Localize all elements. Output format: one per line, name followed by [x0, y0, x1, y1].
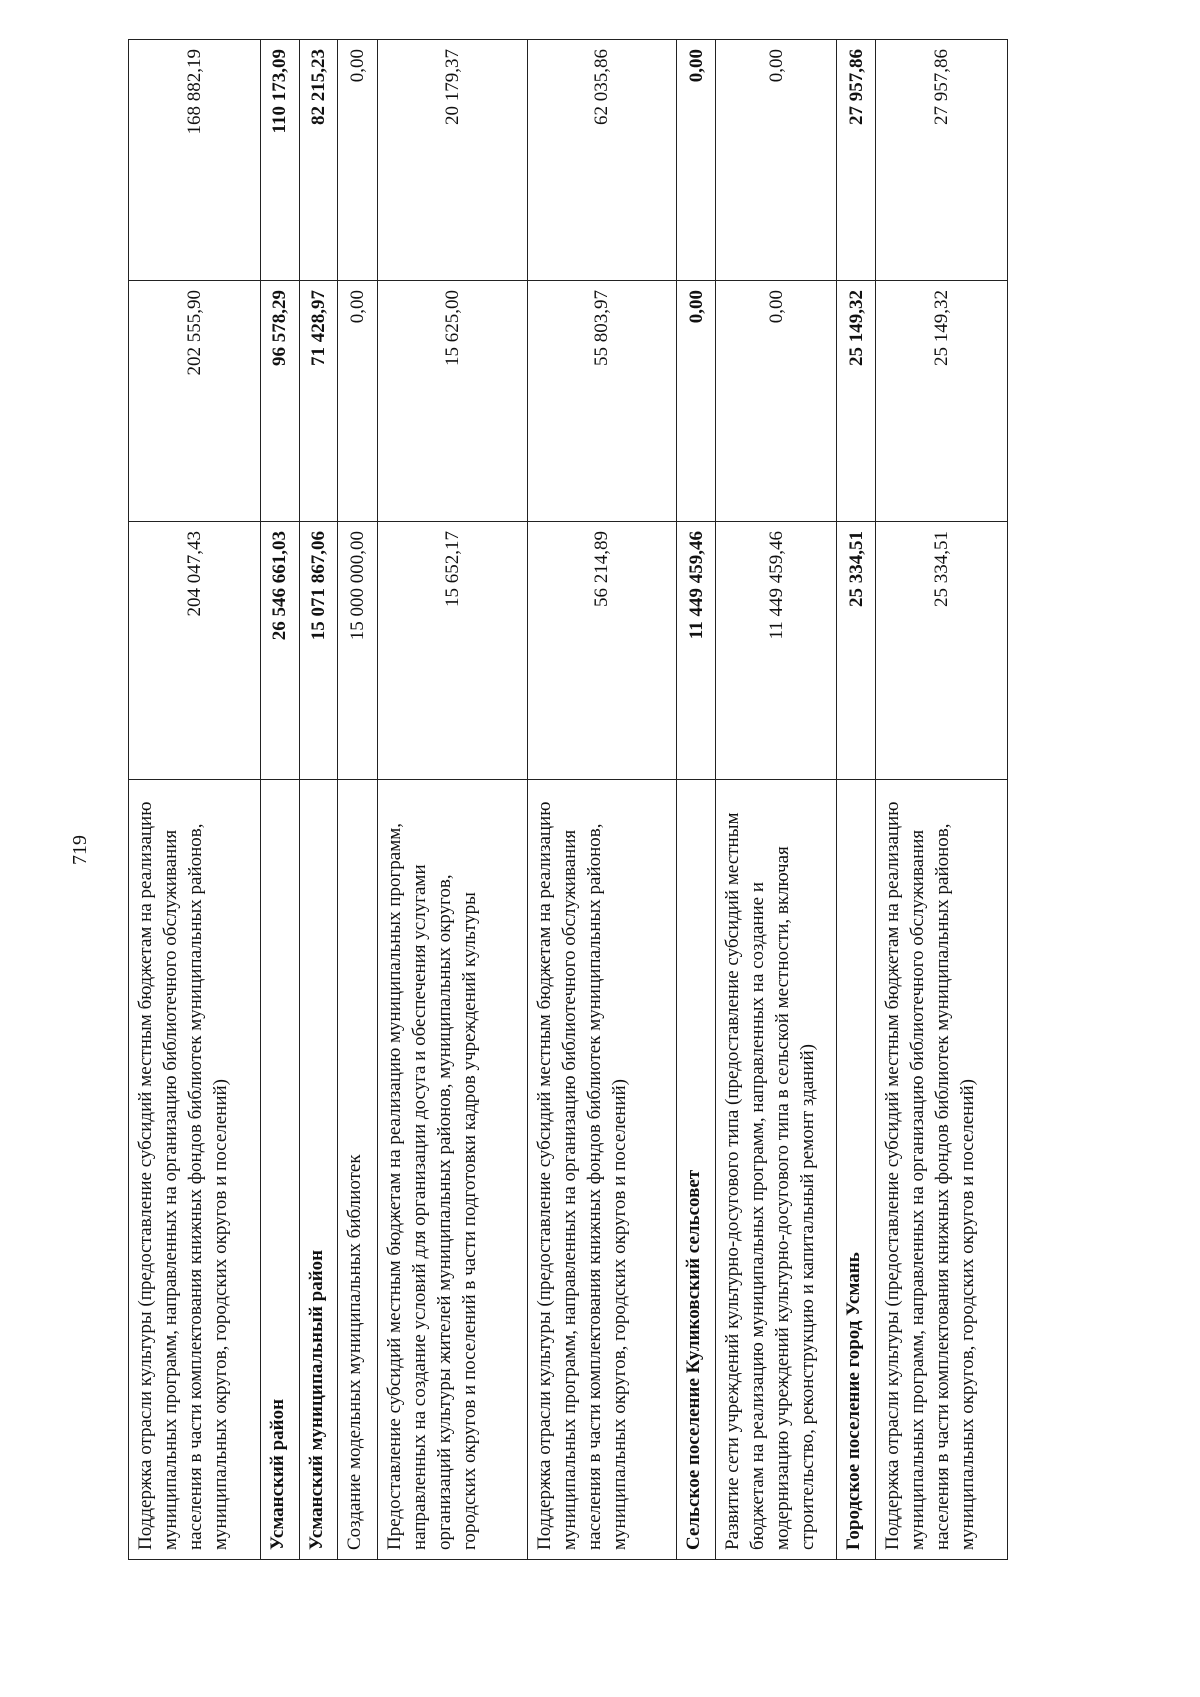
row-value-3: 27 957,86 — [837, 40, 876, 281]
table-row — [715, 40, 836, 1560]
row-name: Развитие сети учреждений культурно-досугового типа (предоставление субсидий местным бюджетам на реализацию муниципальных программ, направленных на создание и модернизацию учреждений культурно-досугового типа в сельской местности, включая строительство, реконструкцию и капитальный ремонт зданий) — [715, 780, 836, 1560]
row-value-1: 15 000 000,00 — [338, 522, 378, 780]
row-value-2: 0,00 — [338, 281, 378, 522]
row-value-2: 15 625,00 — [378, 281, 528, 522]
row-value-1: 11 449 459,46 — [677, 522, 716, 780]
row-value-1: 15 652,17 — [378, 522, 528, 780]
table-row — [876, 40, 1008, 1560]
row-value-3: 110 173,09 — [260, 40, 299, 281]
row-name: Поддержка отрасли культуры (предоставление субсидий местным бюджетам на реализацию муниципальных программ, направленных на организацию библиотечного обслуживания населения в части комплектования книжных фондов библиотек муниципальных районов, муниципальных округов, городских округов и поселений) — [129, 780, 261, 1560]
row-value-2: 0,00 — [677, 281, 716, 522]
row-value-2: 55 803,97 — [527, 281, 677, 522]
table-row — [677, 40, 716, 1560]
row-value-1: 204 047,43 — [129, 522, 261, 780]
row-value-1: 25 334,51 — [876, 522, 1008, 780]
row-value-2: 71 428,97 — [299, 281, 338, 522]
row-value-1: 15 071 867,06 — [299, 522, 338, 780]
row-value-2: 25 149,32 — [837, 281, 876, 522]
table-row — [299, 40, 338, 1560]
row-name: Поддержка отрасли культуры (предоставление субсидий местным бюджетам на реализацию муниципальных программ, направленных на организацию библиотечного обслуживания населения в части комплектования книжных фондов библиотек муниципальных районов, муниципальных округов, городских округов и поселений) — [527, 780, 677, 1560]
table-row — [378, 40, 528, 1560]
row-name: Городское поселение город Усмань — [837, 780, 876, 1560]
row-name: Создание модельных муниципальных библиотек — [338, 780, 378, 1560]
rotated-table-frame — [128, 40, 1008, 1560]
row-value-3: 27 957,86 — [876, 40, 1008, 281]
row-name: Поддержка отрасли культуры (предоставление субсидий местным бюджетам на реализацию муниципальных программ, направленных на организацию библиотечного обслуживания населения в части комплектования книжных фондов библиотек муниципальных районов, муниципальных округов, городских округов и поселений) — [876, 780, 1008, 1560]
table-row — [338, 40, 378, 1560]
row-value-3: 168 882,19 — [129, 40, 261, 281]
row-value-3: 0,00 — [715, 40, 836, 281]
table-row — [837, 40, 876, 1560]
budget-table — [128, 39, 1008, 1560]
row-value-1: 56 214,89 — [527, 522, 677, 780]
row-value-2: 25 149,32 — [876, 281, 1008, 522]
row-value-2: 0,00 — [715, 281, 836, 522]
row-value-1: 26 546 661,03 — [260, 522, 299, 780]
table-row — [527, 40, 677, 1560]
row-value-2: 96 578,29 — [260, 281, 299, 522]
row-value-2: 202 555,90 — [129, 281, 261, 522]
row-value-1: 11 449 459,46 — [715, 522, 836, 780]
row-name: Усманский район — [260, 780, 299, 1560]
row-value-3: 62 035,86 — [527, 40, 677, 281]
row-value-1: 25 334,51 — [837, 522, 876, 780]
row-name: Сельское поселение Куликовский сельсовет — [677, 780, 716, 1560]
table-row — [260, 40, 299, 1560]
page-number: 719 — [69, 835, 91, 865]
row-name: Предоставление субсидий местным бюджетам на реализацию муниципальных программ, направленных на создание условий для организации досуга и обеспечения услугами организаций культуры жителей муниципальных районов, муниципальных округов, городских округов и поселений в части подготовки кадров учреждений культуры — [378, 780, 528, 1560]
row-value-3: 20 179,37 — [378, 40, 528, 281]
row-value-3: 82 215,23 — [299, 40, 338, 281]
row-value-3: 0,00 — [338, 40, 378, 281]
row-name: Усманский муниципальный район — [299, 780, 338, 1560]
row-value-3: 0,00 — [677, 40, 716, 281]
table-row — [129, 40, 261, 1560]
